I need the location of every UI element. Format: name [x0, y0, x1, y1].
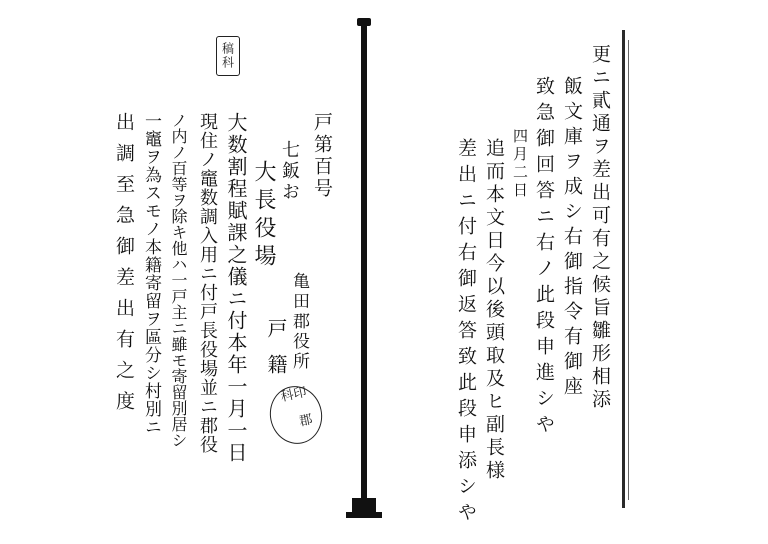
right-line-6: 差出ニ付右御返答致此段申添シや: [455, 138, 477, 528]
right-line-1: 更ニ貳通ヲ差出可有之候旨雛形相添: [589, 44, 611, 412]
right-line-4: 四月二日: [511, 128, 529, 200]
body-line-3: ノ内ノ百等ヲ除キ他ハ一戸主ニ雖モ寄留別居シ: [169, 112, 188, 448]
body-line-1: 大数割程賦課之儀ニ付本年一月一日: [224, 112, 248, 464]
right-page-edge-inner: [628, 40, 629, 500]
issue-date: 七鈑お: [279, 140, 300, 203]
right-line-3: 致急御回答ニ右ノ此段申進シや: [533, 76, 555, 440]
binding-base: [346, 512, 382, 518]
binding-rod: [361, 22, 367, 500]
binding-foot: [352, 498, 376, 512]
document-number: 戸第百号: [311, 112, 333, 200]
addressee: 大長役場: [251, 160, 276, 272]
right-page-edge: [622, 30, 625, 508]
body-line-5: 出調至急御差出有之度: [113, 112, 135, 422]
sender-office: 亀田郡役所: [289, 272, 309, 372]
registry-stamp: 稿科: [216, 36, 240, 76]
sender-department: 戸籍: [264, 318, 288, 390]
body-line-2: 現住ノ竈数調入用ニ付戸長役場並ニ郡役: [197, 112, 218, 454]
official-seal: [265, 381, 328, 449]
body-line-4: 一竈ヲ為スモノ本籍寄留ヲ區分シ村別ニ: [141, 112, 161, 436]
right-line-5: 追而本文日今以後頭取及ヒ副長様: [483, 138, 505, 483]
right-line-2: 飯文庫ヲ成シ右御指令有御座: [561, 76, 583, 401]
seal-text: 印 郡 科: [276, 384, 313, 428]
